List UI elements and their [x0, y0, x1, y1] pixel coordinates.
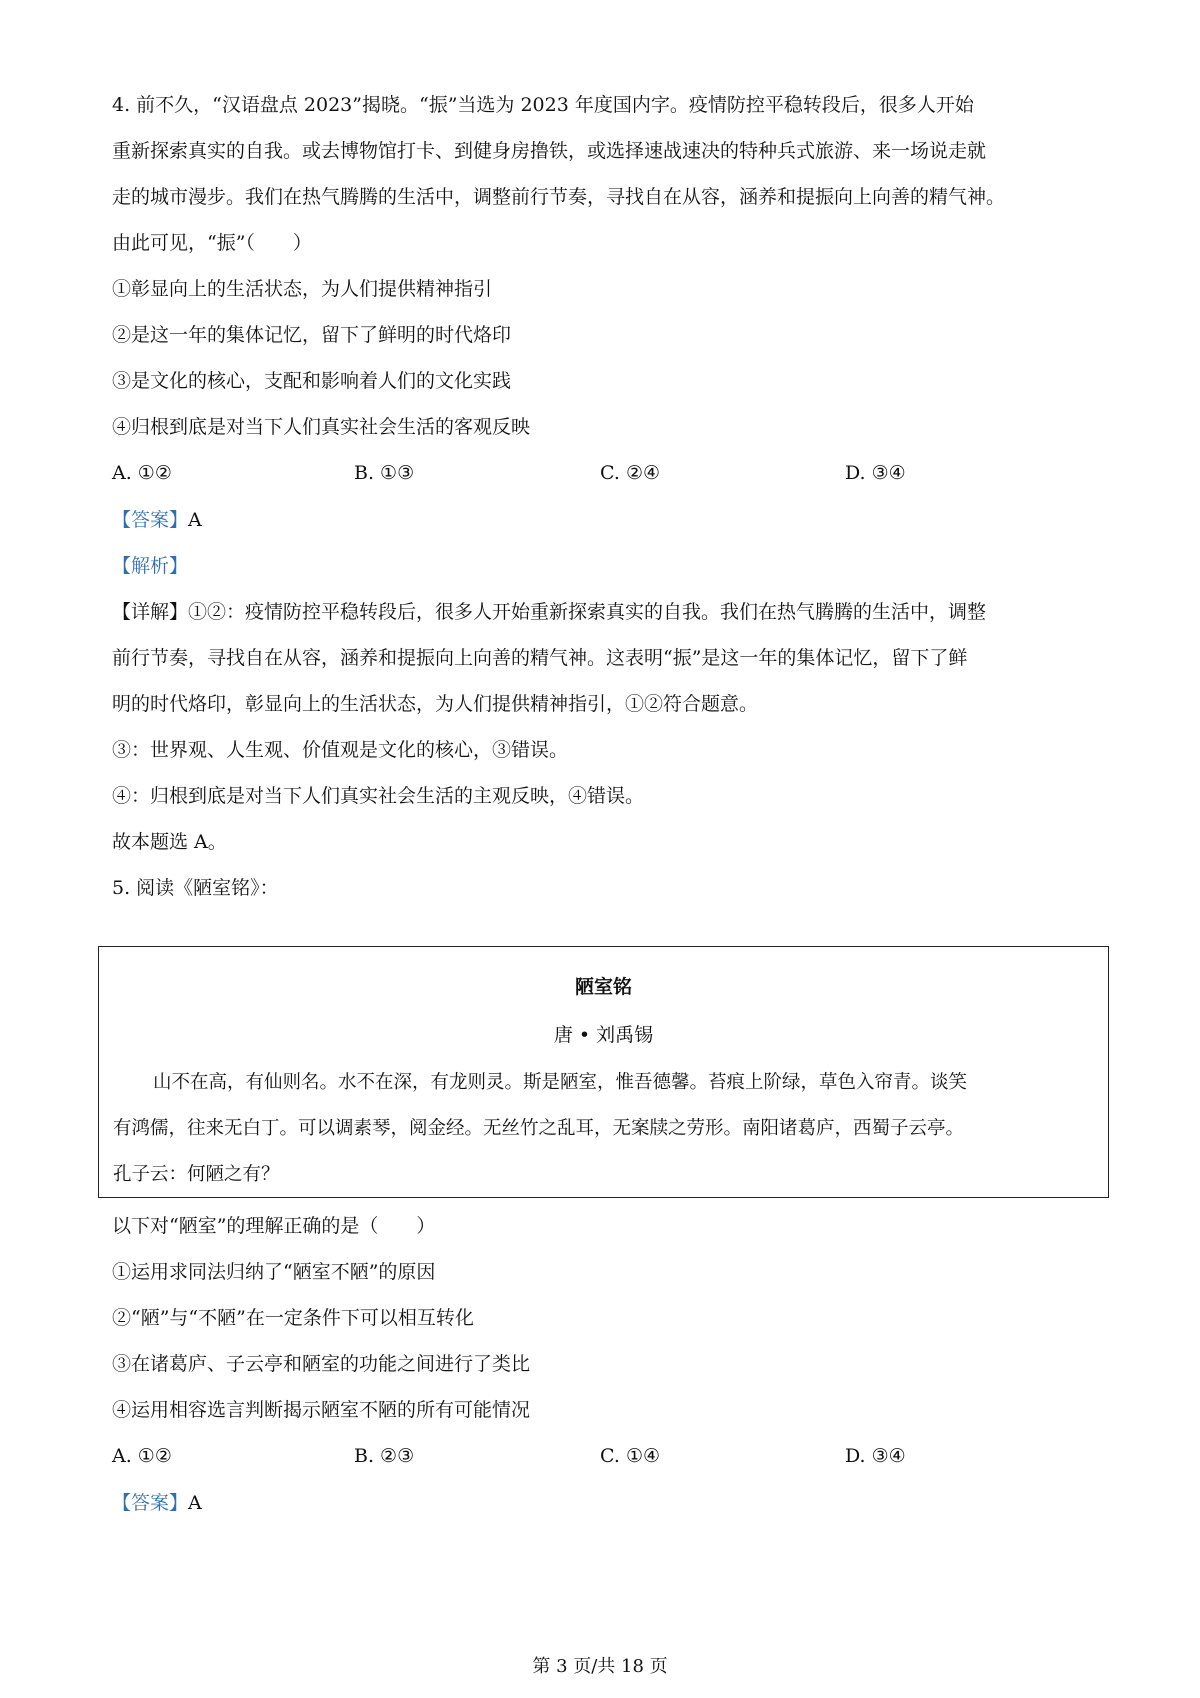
answer-tag: 【答案】 [112, 509, 189, 531]
q4-option-d: D. ③④ [845, 462, 906, 484]
q5-answer [112, 1490, 202, 1516]
poem-author: 唐 • 刘禹锡 [553, 1024, 654, 1046]
analysis-tag: 【解析】 [112, 555, 189, 577]
q4-option-b: B. ①③ [354, 462, 415, 484]
answer-tag: 【答案】 [112, 1492, 189, 1514]
q5-question: 以下对“陋室”的理解正确的是（ ） [112, 1215, 436, 1237]
q5-option-b: B. ②③ [354, 1445, 415, 1467]
detail-text: ①②：疫情防控平稳转段后，很多人开始重新探索真实的自我。我们在热气腾腾的生活中，调整 [188, 601, 987, 623]
q4-statement-2: ②是这一年的集体记忆，留下了鲜明的时代烙印 [112, 324, 512, 346]
q4-detail-line-4: ③：世界观、人生观、价值观是文化的核心，③错误。 [112, 739, 569, 761]
poem-line-1: 山不在高，有仙则名。水不在深，有龙则灵。斯是陋室，惟吾德馨。苔痕上阶绿，草色入帘青。谈笑 [153, 1072, 968, 1093]
q5-statement-1: ①运用求同法归纳了“陋室不陋”的原因 [112, 1261, 436, 1283]
q5-statement-3: ③在诸葛庐、子云亭和陋室的功能之间进行了类比 [112, 1353, 531, 1375]
q4-statement-3: ③是文化的核心，支配和影响着人们的文化实践 [112, 370, 512, 392]
q4-detail-line-5: ④：归根到底是对当下人们真实社会生活的主观反映，④错误。 [112, 785, 645, 807]
poem-box [98, 946, 1109, 1198]
q4-answer [112, 507, 202, 533]
q4-detail-line-6: 故本题选 A。 [112, 831, 227, 853]
page-footer: 第 3 页/共 18 页 [532, 1656, 668, 1677]
q4-statement-4: ④归根到底是对当下人们真实社会生活的客观反映 [112, 416, 531, 438]
poem-line-3: 孔子云：何陋之有？ [113, 1164, 280, 1185]
q5-option-d: D. ③④ [845, 1445, 906, 1467]
q5-option-c: C. ①④ [600, 1445, 661, 1467]
q5-statement-2: ②“陋”与“不陋”在一定条件下可以相互转化 [112, 1307, 474, 1329]
poem-line-2: 有鸿儒，往来无白丁。可以调素琴，阅金经。无丝竹之乱耳，无案牍之劳形。南阳诸葛庐，西蜀子云亭。 [113, 1118, 965, 1139]
q4-detail-line-3: 明的时代烙印，彰显向上的生活状态，为人们提供精神指引，①②符合题意。 [112, 693, 759, 715]
q4-stem-line-4: 由此可见，“振”（ ） [112, 232, 312, 254]
q4-statement-1: ①彰显向上的生活状态，为人们提供精神指引 [112, 278, 493, 300]
answer-value: A [188, 509, 202, 531]
q4-detail-line-1 [112, 599, 986, 625]
q4-option-c: C. ②④ [600, 462, 661, 484]
q4-detail-line-2: 前行节奏，寻找自在从容，涵养和提振向上向善的精气神。这表明“振”是这一年的集体记忆，留下了鲜 [112, 647, 968, 669]
q4-analysis-tag [112, 553, 188, 579]
q4-stem-line-1: 4. 前不久，“汉语盘点 2023”揭晓。“振”当选为 2023 年度国内字。疫情防控平稳转段后，很多人开始 [112, 94, 974, 116]
q5-statement-4: ④运用相容选言判断揭示陋室不陋的所有可能情况 [112, 1399, 531, 1421]
q4-stem-line-3: 走的城市漫步。我们在热气腾腾的生活中，调整前行节奏，寻找自在从容，涵养和提振向上向善的精气神。 [112, 186, 1006, 208]
detail-tag: 【详解】 [112, 601, 189, 623]
q5-option-a: A. ①② [112, 1445, 172, 1467]
poem-title: 陋室铭 [574, 976, 632, 998]
q4-option-a: A. ①② [112, 462, 172, 484]
answer-value: A [188, 1492, 202, 1514]
q5-stem: 5. 阅读《陋室铭》： [112, 877, 279, 899]
q4-stem-line-2: 重新探索真实的自我。或去博物馆打卡、到健身房撸铁，或选择速战速决的特种兵式旅游、来一场说走就 [112, 140, 987, 162]
